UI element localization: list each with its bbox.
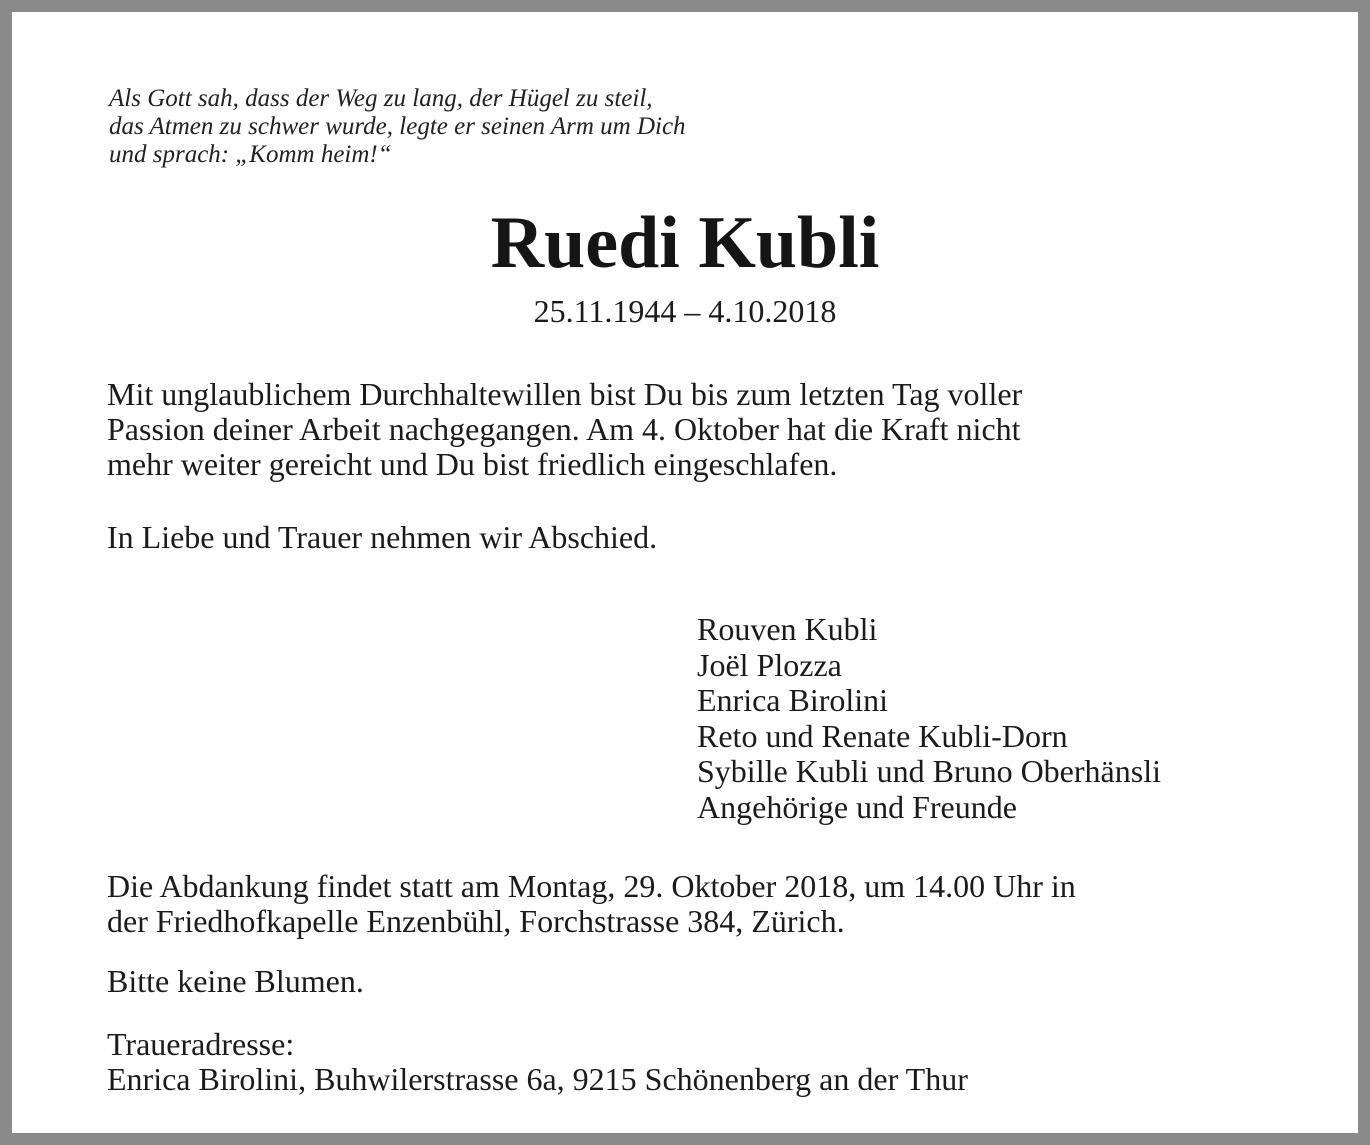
mourning-address-label: Traueradresse: xyxy=(107,1026,295,1062)
tribute-paragraph xyxy=(107,377,1022,482)
mourning-address-value: Enrica Birolini, Buhwilerstrasse 6a, 9215 Schönenberg an der Thur xyxy=(107,1061,968,1097)
mourning-address xyxy=(107,1027,968,1097)
signer: Reto und Renate Kubli-Dorn xyxy=(697,717,1068,754)
signer: Joël Plozza xyxy=(697,646,842,683)
epigraph-quote xyxy=(109,85,686,169)
ceremony-line: der Friedhofkapelle Enzenbühl, Forchstrasse 384, Zürich. xyxy=(107,903,845,939)
life-dates: 25.11.1944 – 4.10.2018 xyxy=(533,293,837,329)
deceased-name: Ruedi Kubli xyxy=(490,202,880,284)
quote-line: das Atmen zu schwer wurde, legte er seinen Arm um Dich xyxy=(109,113,686,140)
signer: Rouven Kubli xyxy=(697,611,878,647)
no-flowers-note: Bitte keine Blumen. xyxy=(107,963,364,999)
signers-list xyxy=(697,612,1161,825)
signer: Enrica Birolini xyxy=(697,682,889,718)
tribute-line: Passion deiner Arbeit nachgegangen. Am 4. Oktober hat die Kraft nicht xyxy=(107,411,1021,447)
signer: Angehörige und Freunde xyxy=(697,788,1017,825)
signer: Sybille Kubli und Bruno Oberhänsli xyxy=(697,753,1161,789)
quote-line: Als Gott sah, dass der Weg zu lang, der Hügel zu steil, xyxy=(109,85,653,112)
quote-line: und sprach: „Komm heim!“ xyxy=(109,141,392,168)
ceremony-line: Die Abdankung findet statt am Montag, 29. Oktober 2018, um 14.00 Uhr in xyxy=(107,868,1076,904)
ceremony-info xyxy=(107,869,1076,939)
farewell-sentence: In Liebe und Trauer nehmen wir Abschied. xyxy=(107,519,658,555)
tribute-line: Mit unglaublichem Durchhaltewillen bist Du bis zum letzten Tag voller xyxy=(107,376,1023,412)
tribute-line: mehr weiter gereicht und Du bist friedlich eingeschlafen. xyxy=(107,446,838,482)
obituary-notice xyxy=(12,12,1358,1133)
